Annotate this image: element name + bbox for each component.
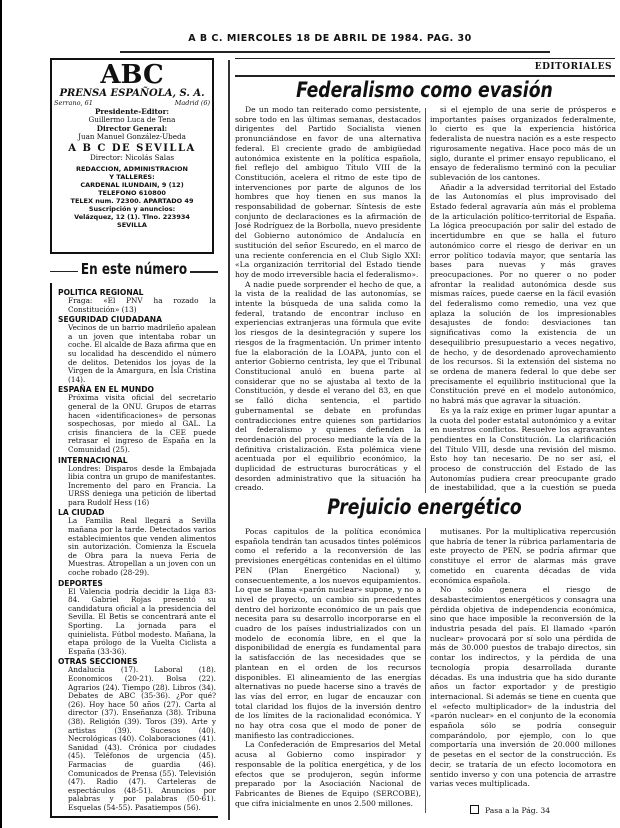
index-box — [50, 283, 218, 818]
contact-line: Velázquez, 12 (1). Tlno. 223934 — [74, 213, 190, 222]
paragraph: No sólo genera el riesgo de desabastecimientos energéticos y consagra una pérdida objetiva de independencia económica, sino que hace imposible la reconversión de la industria pesada del país. El llamado «parón nuclear» provocará por sí solo una pérdida de más de 30.000 puestos de trabajo directos, sin contar los indirectos, y la pérdida de una tecnología propia desarrollada durante décadas. Es una industria que ha sido durante años un factor exportador y de prestigio internacional. Si además se tiene en cuenta que el «efecto multiplicador» de la industria del «parón nuclear» en el conjunto de la economía española sólo se podría conseguir comparándolo, por ejemplo, con lo que comportaría una inversión de 20.000 millones de pesetas en el sector de la construcción. Es decir, se trataría de un efecto locomotora en sentido inverso y con una potencia de arrastre varias veces multiplicada. — [430, 585, 616, 789]
index-section-text: Próxima visita oficial del secretario general de la ONU. Grupos de etarras hacen «identificaciones» de personas sospechosas, por miedo al GAL. La crisis financiera de la CEE puede retrasar el ingreso de España en la Comunidad (25). — [68, 393, 216, 454]
index-title: En este número — [80, 260, 188, 278]
index-section-title: INTERNACIONAL — [58, 455, 128, 465]
abc-logo: ABC — [100, 60, 164, 90]
paragraph: Pocas capitulos de la política económica española tendrán tan acusados tintes polémicos como el referido a la reconversión de las previsiones energéticas contenidas en el último PEN (Plan Energético Nacional) y, consecuentemente, a los nuevos equipamientos. Lo que se llama «parón nuclear» supone, y no a nivel de proyecto, un cambio sin precedentes dentro del horizonte económico de un país que necesita para su desarrollo incorporarse en el cuadro de los países industrializados con un modelo de economía libre, en el que la disponibilidad de energía es fundamental para la satisfacción de las necesidades que se plantean en el orden de los recursos disponibles. El alineamiento de las energías alternativas no puede hacerse sino a través de las vías del error, en lugar de encauzar con total claridad los flujos de la inversión dentro de los límites de la racionalidad económica. Y no hay otra cosa que el modo de poner de manifiesto las contradicciones. — [235, 527, 421, 740]
headline-prejuicio: Prejuicio energético — [327, 495, 522, 519]
index-section-text: Andalucía (17). Laboral (18). Economicos (20-21). Bolsa (22). Agrarios (24). Tiempo (28). Libros (34). Debates de ABC (35-36). ¿Por qué? (26). Hoy hace 50 años (27). Carta al director (37). Enseñanza (38). Tribuna (38). Religión (39). Toros (39). Arte y artistas (39). Sucesos (40). Necrológicas (40). Colaboraciones (41). Sanidad (43). Crónica por ciudades (45). Teléfonos de urgencia (45). Farmacias de guardia (46). Comunicados de Prensa (55). Televisión (47). Radio (47). Carteleras de espectáculos (48-51). Anuncios por palabras y por palabras (50-61). Esquelas (54-55). Pasatiempos (56). — [68, 665, 216, 812]
paragraph: A nadie puede sorprender el hecho de que, a la vista de la realidad de las autonomías, se intente la búsqueda de una salida como la federal, tratando de encontrar incluso en experiencias extranjeras una fórmula que evite los riesgos de la desintegración y supere los riesgos de la fragmentación. Un primer intento fue la elaboración de la LOAPA, junto con el anterior Gobierno centrista, ley que el Tribunal Constitucional anuló en buena parte al considerar que no se ajustaba al texto de la Constitución, y desde el verano del 83, en que se falló dicha sentencia, el partido gubernamental se debate en profundas contradicciones entre quienes son partidarios del federalismo y quienes defienden la reordenación del proceso mediante la vía de la definitiva cristalización. Esta polémica viene acentuada por el equilibrio económico, la duplicidad de estructuras burocráticas y el desorden administrativo que la situación ha creado. — [235, 279, 421, 493]
paragraph: De un modo tan reiterado como persistente, sobre todo en las últimas semanas, destacados dirigentes del Partido Socialista vienen pronunciándose en favor de una alternativa federal. El creciente grado de ambigüedad autonómica existente en la política española, fiel reflejo del ambiguo Título VIII de la Constitución, acelera el ritmo de este tipo de intervenciones por parte de algunos de los hombres que hoy tienen en sus manos la responsabilidad de gobernar. Síntesis de este conjunto de declaraciones es la afirmación de José Rodríguez de la Borbolla, nuevo presidente del Gobierno autonómico de Andalucía en sustitución del señor Escuredo, en el marco de una reciente conferencia en el Club Siglo XXI: «La organización territorial del Estado tiende hoy de modo irreversible hacia el federalismo». — [235, 105, 421, 279]
index-section-text: Fraga: «El PNV ha rozado la Constitución» (13) — [68, 296, 216, 314]
contact-line: Y TALLERES: — [109, 173, 155, 182]
index-section-title: DEPORTES — [58, 578, 103, 588]
top-rule — [235, 58, 615, 59]
masthead-line: Guillermo Luca de Tena — [88, 115, 176, 125]
address-right: Madrid (6) — [174, 99, 210, 107]
address-left: Serrano, 61 — [54, 99, 93, 107]
paragraph: mutisanes. Por la multiplicativa repercusión que habría de tener la rúbrica parlamentaria de este proyecto de PEN, se podría afirmar que constituye el error de alarmas más grave cometido en cuarenta décadas de vida económica española. — [430, 527, 616, 585]
square-bullet-icon — [470, 805, 479, 814]
continued-note — [470, 805, 550, 815]
contact-line: SEVILLA — [117, 221, 147, 230]
masthead-box — [50, 58, 214, 254]
sevilla-director: Director: Nicolás Salas — [89, 152, 175, 162]
contact-line: REDACCION, ADMINISTRACION — [75, 165, 188, 174]
index-section-title: ESPAÑA EN EL MUNDO — [58, 385, 154, 395]
contact-line: TELEFONO 610800 — [98, 189, 166, 198]
contact-line: TELEX num. 72300. APARTADO 49 — [70, 197, 194, 206]
contact-line: CARDENAL ILUNDAIN, 9 (12) — [80, 181, 184, 190]
company-name: PRENSA ESPAÑOLA, S. A. — [59, 88, 205, 99]
page-header: A B C. MIERCOLES 18 DE ABRIL DE 1984. PAG. 30 — [188, 33, 472, 44]
editorial-1-column-2 — [430, 105, 616, 493]
editorial-2-column-1 — [235, 527, 421, 817]
contact-line: Suscripción y anuncios: — [88, 205, 176, 214]
masthead-line: Director General: — [96, 123, 168, 133]
column-divider — [425, 528, 426, 813]
index-section-title: OTRAS SECCIONES — [58, 657, 138, 667]
index-section-text: La Familia Real llegará a Sevilla mañana por la tarde. Detectados varios establecimientos que venden alimentos sin autorización. Comienza la Escuela de Obra para la nueva Feria de Muestras. Atropellan a un joven con un coche robado (28-29). — [68, 516, 216, 578]
paragraph: La Confederación de Empresarios del Metal acusa al Gobierno como inspirador y responsable de la política energética, y de los efectos que se produjeron, según informe preparado por la Asociación Nacional de Fabricantes de Bienes de Equipo (SERCOBE), que cifra inicialmente en unos 2.500 millones. — [235, 740, 421, 808]
index-section-title: SEGURIDAD CIUDADANA — [58, 315, 163, 325]
section-label: EDITORIALES — [534, 62, 612, 72]
section-rule — [235, 75, 615, 77]
headline-federalismo: Federalismo como evasión — [296, 78, 553, 102]
sevilla-title: A B C DE SEVILLA — [68, 142, 196, 154]
editorial-2-column-2 — [430, 527, 616, 803]
column-divider — [228, 60, 230, 820]
masthead-line: Juan Manuel González-Ubeda — [78, 132, 186, 142]
index-section-title: POLITICA REGIONAL — [58, 288, 144, 297]
index-section-text: Vecinos de un barrio madrileño apalean a un joven que intentaba robar un coche. El alcalde de Baza afirma que en su localidad ha descendido el número de delitos. Detenidos los joyas de la Virgen de la Amargura, en Isla Cristina (14). — [68, 323, 216, 384]
paragraph: si el ejemplo de una serie de prósperos e importantes países organizados federalmente, lo cierto es que la experiencia histórica federalista de nuestra nación es a este respecto rigurosamente negativa. Hace poco más de un siglo, durante el primer ensayo republicano, el ensayo de federalismo terminó con la peculiar sublevación de los cantones. — [430, 105, 616, 182]
index-section-title: LA CIUDAD — [58, 508, 105, 518]
column-divider — [425, 108, 426, 493]
masthead-line: Presidente-Editor: — [94, 106, 170, 116]
index-section-text: El Valencia podría decidir la Liga 83-84. Gabriel Rojas presentó su candidatura oficial a la presidencia del Sevilla. El Betis se concentrará ante el Sporting. La jornada para el quinielista. Fútbol modesto. Mañana, la etapa prólogo de la Vuelta Ciclista a España (33-36). — [68, 586, 216, 656]
paragraph: Es ya la raíz exige en primer lugar apuntar a la cuota del poder estatal autonómico y a evitar en nuestros conflictos. Resuelve los agravantes pendientes en la Constitución. La clarificación del Título VIII, desde una revisión del mismo. Esto hoy tan necesario. De no ser así, el proceso de construcción del Estado de las Autonomías pudiera crear preocupante grado de inestabilidad, que a la cuestión se pueda — [430, 405, 616, 493]
continued-text: Pasa a la Pág. 34 — [485, 806, 551, 815]
header-rule — [120, 51, 550, 53]
index-section-text: Londres: Disparos desde la Embajada libia contra un grupo de manifestantes. Incremento del paro en Francia. La URSS deniega una petición de libertad para Rudolf Hess (16) — [68, 463, 216, 507]
paragraph: Añadir a la adversidad territorial del Estado de las Autonomías el plus improvisado del Estado federal agravaría aún más el problema de la articulación político-territorial de España. La lógica preocupación por salir del estado de incertidumbre en que se halla el futuro autonómico corre el riesgo de derivar en un error político todavía mayor, que sentaría las bases para nuevas y más graves preocupaciones. Por no querer o no poder afrontar la realidad autonómica desde sus mismas raíces, puede caerse en la fácil evasión del federalismo como remedio, una vez que aplaza la solución de los impresionables desajustes de fondo: desviaciones tan significativas como la existencia de un desequilibrio presupuestario a veces negativo, de hecho, y de desordenado aprovechamiento de los recursos. Si la extensión del sistema no se ordena de manera federal lo que debe ser precisamente el equilibrio institucional que la Constitución prevé en el modelo autonómico, no habrá más que agravar la situación. — [430, 182, 616, 406]
scan-edge — [0, 0, 5, 828]
editorial-1-column-1 — [235, 105, 421, 493]
